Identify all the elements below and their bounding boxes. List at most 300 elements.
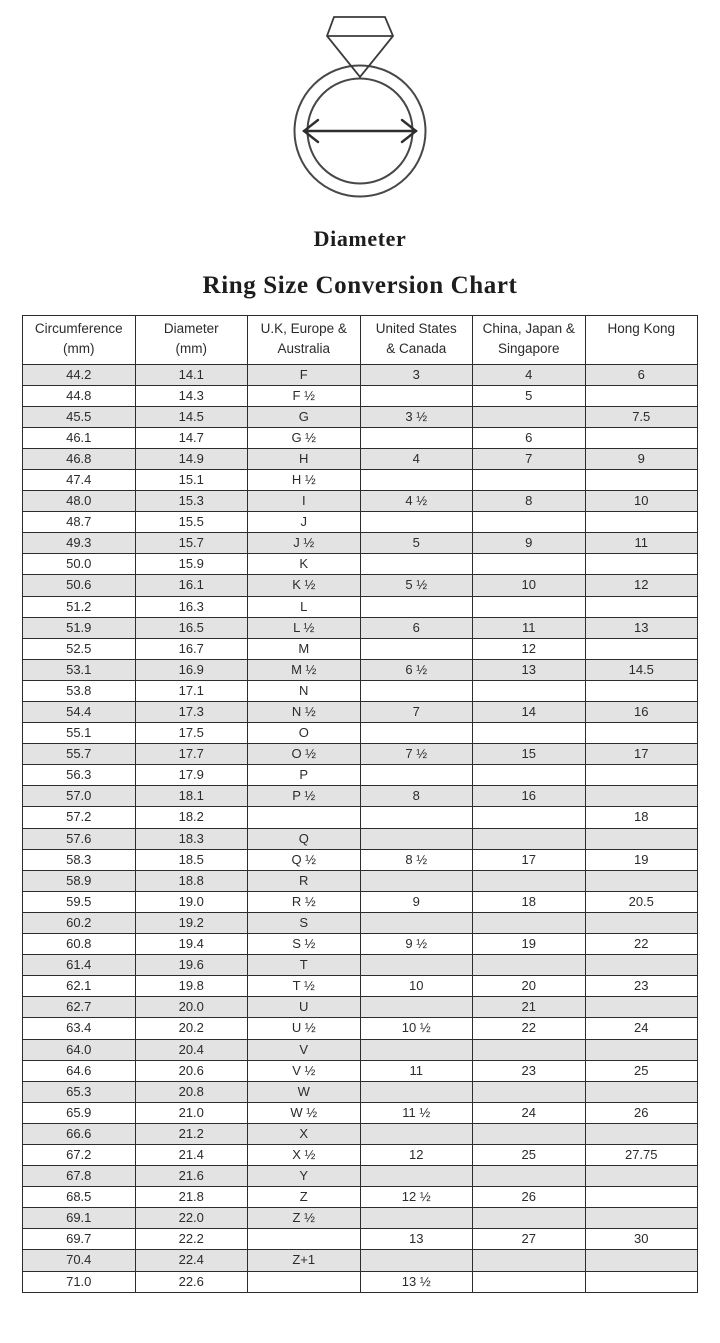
cell-china-japan-singapore: 26 — [473, 1187, 586, 1208]
cell-circumference-mm: 55.7 — [23, 744, 136, 765]
cell-uk-europe-australia — [248, 807, 361, 828]
column-header-line1: China, Japan & — [482, 321, 575, 336]
cell-diameter-mm: 17.5 — [135, 723, 248, 744]
cell-china-japan-singapore: 23 — [473, 1060, 586, 1081]
cell-hong-kong — [585, 469, 698, 490]
table-row — [23, 1102, 698, 1123]
cell-uk-europe-australia: L ½ — [248, 617, 361, 638]
cell-diameter-mm: 20.6 — [135, 1060, 248, 1081]
cell-diameter-mm: 21.2 — [135, 1123, 248, 1144]
diamond-ring-icon — [244, 14, 476, 212]
cell-china-japan-singapore — [473, 723, 586, 744]
cell-hong-kong — [585, 723, 698, 744]
column-header-diameter-mm — [135, 316, 248, 365]
cell-circumference-mm: 57.2 — [23, 807, 136, 828]
cell-hong-kong: 11 — [585, 533, 698, 554]
cell-hong-kong — [585, 512, 698, 533]
cell-uk-europe-australia: K — [248, 554, 361, 575]
table-row — [23, 1229, 698, 1250]
cell-hong-kong — [585, 912, 698, 933]
cell-uk-europe-australia: T ½ — [248, 976, 361, 997]
table-row — [23, 1081, 698, 1102]
table-row — [23, 997, 698, 1018]
cell-hong-kong: 7.5 — [585, 406, 698, 427]
cell-diameter-mm: 16.7 — [135, 638, 248, 659]
cell-china-japan-singapore — [473, 828, 586, 849]
table-row — [23, 1250, 698, 1271]
cell-united-states-canada: 6 — [360, 617, 473, 638]
cell-diameter-mm: 14.5 — [135, 406, 248, 427]
cell-united-states-canada: 8 — [360, 786, 473, 807]
table-row — [23, 765, 698, 786]
cell-circumference-mm: 53.1 — [23, 659, 136, 680]
cell-diameter-mm: 18.1 — [135, 786, 248, 807]
cell-circumference-mm: 69.7 — [23, 1229, 136, 1250]
cell-china-japan-singapore: 18 — [473, 891, 586, 912]
cell-circumference-mm: 68.5 — [23, 1187, 136, 1208]
cell-circumference-mm: 58.9 — [23, 870, 136, 891]
table-row — [23, 364, 698, 385]
cell-hong-kong — [585, 554, 698, 575]
table-row — [23, 596, 698, 617]
cell-uk-europe-australia: T — [248, 955, 361, 976]
cell-united-states-canada — [360, 828, 473, 849]
cell-diameter-mm: 22.2 — [135, 1229, 248, 1250]
cell-uk-europe-australia: M — [248, 638, 361, 659]
cell-hong-kong — [585, 1271, 698, 1292]
cell-diameter-mm: 20.2 — [135, 1018, 248, 1039]
cell-diameter-mm: 16.5 — [135, 617, 248, 638]
cell-circumference-mm: 48.0 — [23, 491, 136, 512]
column-header-line1: United States — [375, 321, 457, 336]
cell-united-states-canada — [360, 870, 473, 891]
cell-diameter-mm: 19.2 — [135, 912, 248, 933]
cell-uk-europe-australia: I — [248, 491, 361, 512]
cell-united-states-canada — [360, 1166, 473, 1187]
cell-china-japan-singapore — [473, 1271, 586, 1292]
column-header-hong-kong — [585, 316, 698, 365]
table-row — [23, 1208, 698, 1229]
cell-hong-kong: 12 — [585, 575, 698, 596]
cell-diameter-mm: 20.0 — [135, 997, 248, 1018]
cell-uk-europe-australia: Z+1 — [248, 1250, 361, 1271]
cell-united-states-canada — [360, 807, 473, 828]
cell-circumference-mm: 62.7 — [23, 997, 136, 1018]
cell-uk-europe-australia: X — [248, 1123, 361, 1144]
cell-china-japan-singapore: 6 — [473, 427, 586, 448]
cell-circumference-mm: 49.3 — [23, 533, 136, 554]
cell-uk-europe-australia: H — [248, 448, 361, 469]
cell-hong-kong — [585, 1039, 698, 1060]
cell-united-states-canada: 4 ½ — [360, 491, 473, 512]
table-row — [23, 554, 698, 575]
cell-diameter-mm: 19.4 — [135, 934, 248, 955]
cell-united-states-canada — [360, 596, 473, 617]
cell-hong-kong: 24 — [585, 1018, 698, 1039]
cell-china-japan-singapore — [473, 765, 586, 786]
cell-uk-europe-australia: R — [248, 870, 361, 891]
cell-china-japan-singapore: 17 — [473, 849, 586, 870]
cell-uk-europe-australia: K ½ — [248, 575, 361, 596]
cell-united-states-canada — [360, 554, 473, 575]
cell-china-japan-singapore — [473, 680, 586, 701]
cell-uk-europe-australia: U ½ — [248, 1018, 361, 1039]
column-header-line2: (mm) — [63, 341, 95, 357]
table-row — [23, 638, 698, 659]
cell-united-states-canada — [360, 427, 473, 448]
cell-circumference-mm: 51.9 — [23, 617, 136, 638]
cell-uk-europe-australia: Q — [248, 828, 361, 849]
cell-circumference-mm: 44.2 — [23, 364, 136, 385]
cell-china-japan-singapore: 27 — [473, 1229, 586, 1250]
cell-hong-kong — [585, 997, 698, 1018]
cell-circumference-mm: 44.8 — [23, 385, 136, 406]
cell-china-japan-singapore: 16 — [473, 786, 586, 807]
table-row — [23, 744, 698, 765]
table-row — [23, 912, 698, 933]
cell-uk-europe-australia: U — [248, 997, 361, 1018]
cell-uk-europe-australia — [248, 1271, 361, 1292]
column-header-line2: & Canada — [386, 341, 447, 357]
cell-united-states-canada: 10 ½ — [360, 1018, 473, 1039]
cell-circumference-mm: 60.8 — [23, 934, 136, 955]
cell-china-japan-singapore — [473, 955, 586, 976]
cell-circumference-mm: 67.8 — [23, 1166, 136, 1187]
cell-united-states-canada: 4 — [360, 448, 473, 469]
cell-uk-europe-australia: F ½ — [248, 385, 361, 406]
table-row — [23, 469, 698, 490]
cell-united-states-canada: 13 ½ — [360, 1271, 473, 1292]
cell-united-states-canada: 7 — [360, 702, 473, 723]
table-row — [23, 1166, 698, 1187]
cell-circumference-mm: 50.0 — [23, 554, 136, 575]
cell-hong-kong — [585, 1123, 698, 1144]
cell-diameter-mm: 17.7 — [135, 744, 248, 765]
table-row — [23, 1271, 698, 1292]
cell-hong-kong — [585, 1187, 698, 1208]
cell-uk-europe-australia: N ½ — [248, 702, 361, 723]
cell-china-japan-singapore — [473, 406, 586, 427]
cell-hong-kong: 19 — [585, 849, 698, 870]
cell-china-japan-singapore: 7 — [473, 448, 586, 469]
table-row — [23, 1144, 698, 1165]
cell-circumference-mm: 57.0 — [23, 786, 136, 807]
cell-uk-europe-australia: Z ½ — [248, 1208, 361, 1229]
cell-china-japan-singapore: 12 — [473, 638, 586, 659]
table-row — [23, 702, 698, 723]
cell-circumference-mm: 66.6 — [23, 1123, 136, 1144]
column-header-line2: Singapore — [497, 341, 560, 357]
cell-circumference-mm: 62.1 — [23, 976, 136, 997]
cell-united-states-canada — [360, 1208, 473, 1229]
cell-circumference-mm: 64.6 — [23, 1060, 136, 1081]
table-row — [23, 512, 698, 533]
diamond-icon — [327, 17, 393, 77]
cell-united-states-canada — [360, 385, 473, 406]
cell-hong-kong — [585, 1208, 698, 1229]
cell-china-japan-singapore: 10 — [473, 575, 586, 596]
cell-diameter-mm: 14.7 — [135, 427, 248, 448]
cell-china-japan-singapore: 8 — [473, 491, 586, 512]
table-row — [23, 870, 698, 891]
cell-circumference-mm: 55.1 — [23, 723, 136, 744]
cell-circumference-mm: 48.7 — [23, 512, 136, 533]
cell-hong-kong — [585, 596, 698, 617]
cell-diameter-mm: 22.0 — [135, 1208, 248, 1229]
cell-circumference-mm: 46.1 — [23, 427, 136, 448]
cell-uk-europe-australia: G ½ — [248, 427, 361, 448]
cell-china-japan-singapore: 19 — [473, 934, 586, 955]
cell-circumference-mm: 60.2 — [23, 912, 136, 933]
cell-hong-kong: 25 — [585, 1060, 698, 1081]
cell-united-states-canada — [360, 1250, 473, 1271]
table-row — [23, 828, 698, 849]
cell-diameter-mm: 17.9 — [135, 765, 248, 786]
cell-united-states-canada: 9 — [360, 891, 473, 912]
cell-hong-kong — [585, 870, 698, 891]
cell-diameter-mm: 21.6 — [135, 1166, 248, 1187]
table-row — [23, 976, 698, 997]
cell-hong-kong — [585, 828, 698, 849]
cell-hong-kong — [585, 385, 698, 406]
table-row — [23, 1039, 698, 1060]
cell-china-japan-singapore — [473, 1081, 586, 1102]
cell-diameter-mm: 19.8 — [135, 976, 248, 997]
cell-diameter-mm: 19.0 — [135, 891, 248, 912]
cell-uk-europe-australia: L — [248, 596, 361, 617]
cell-hong-kong: 22 — [585, 934, 698, 955]
cell-united-states-canada: 7 ½ — [360, 744, 473, 765]
cell-diameter-mm: 15.7 — [135, 533, 248, 554]
cell-circumference-mm: 56.3 — [23, 765, 136, 786]
cell-diameter-mm: 18.8 — [135, 870, 248, 891]
cell-uk-europe-australia: M ½ — [248, 659, 361, 680]
column-header-circumference-mm — [23, 316, 136, 365]
cell-hong-kong: 9 — [585, 448, 698, 469]
cell-circumference-mm: 53.8 — [23, 680, 136, 701]
cell-china-japan-singapore — [473, 1123, 586, 1144]
cell-circumference-mm: 65.9 — [23, 1102, 136, 1123]
column-header-line1: Circumference — [34, 321, 123, 336]
cell-diameter-mm: 15.9 — [135, 554, 248, 575]
cell-diameter-mm: 20.4 — [135, 1039, 248, 1060]
cell-diameter-mm: 22.6 — [135, 1271, 248, 1292]
cell-circumference-mm: 70.4 — [23, 1250, 136, 1271]
column-header-united-states-canada — [360, 316, 473, 365]
cell-hong-kong: 27.75 — [585, 1144, 698, 1165]
cell-diameter-mm: 14.3 — [135, 385, 248, 406]
cell-uk-europe-australia: W — [248, 1081, 361, 1102]
cell-china-japan-singapore — [473, 1166, 586, 1187]
cell-china-japan-singapore: 13 — [473, 659, 586, 680]
column-header-china-japan-singapore — [473, 316, 586, 365]
cell-circumference-mm: 51.2 — [23, 596, 136, 617]
cell-united-states-canada: 6 ½ — [360, 659, 473, 680]
table-row — [23, 575, 698, 596]
cell-hong-kong: 10 — [585, 491, 698, 512]
cell-china-japan-singapore: 9 — [473, 533, 586, 554]
cell-diameter-mm: 16.1 — [135, 575, 248, 596]
cell-circumference-mm: 54.4 — [23, 702, 136, 723]
cell-diameter-mm: 18.3 — [135, 828, 248, 849]
cell-uk-europe-australia: S ½ — [248, 934, 361, 955]
cell-diameter-mm: 17.3 — [135, 702, 248, 723]
cell-diameter-mm: 18.5 — [135, 849, 248, 870]
table-row — [23, 680, 698, 701]
figure-label: Diameter — [313, 226, 407, 251]
table-row — [23, 934, 698, 955]
table-row — [23, 786, 698, 807]
cell-united-states-canada — [360, 680, 473, 701]
cell-hong-kong — [585, 1166, 698, 1187]
cell-hong-kong: 23 — [585, 976, 698, 997]
cell-uk-europe-australia: J ½ — [248, 533, 361, 554]
cell-circumference-mm: 59.5 — [23, 891, 136, 912]
cell-diameter-mm: 21.8 — [135, 1187, 248, 1208]
cell-uk-europe-australia: Q ½ — [248, 849, 361, 870]
table-row — [23, 1187, 698, 1208]
cell-china-japan-singapore — [473, 807, 586, 828]
column-header-uk-europe-australia — [248, 316, 361, 365]
cell-united-states-canada — [360, 723, 473, 744]
cell-uk-europe-australia: O — [248, 723, 361, 744]
cell-hong-kong: 26 — [585, 1102, 698, 1123]
cell-united-states-canada: 11 ½ — [360, 1102, 473, 1123]
cell-hong-kong — [585, 680, 698, 701]
cell-united-states-canada — [360, 997, 473, 1018]
cell-hong-kong: 18 — [585, 807, 698, 828]
cell-diameter-mm: 20.8 — [135, 1081, 248, 1102]
cell-china-japan-singapore: 20 — [473, 976, 586, 997]
cell-united-states-canada — [360, 1081, 473, 1102]
cell-circumference-mm: 65.3 — [23, 1081, 136, 1102]
cell-china-japan-singapore: 22 — [473, 1018, 586, 1039]
cell-uk-europe-australia: P ½ — [248, 786, 361, 807]
cell-circumference-mm: 52.5 — [23, 638, 136, 659]
cell-hong-kong — [585, 765, 698, 786]
cell-china-japan-singapore — [473, 512, 586, 533]
table-row — [23, 891, 698, 912]
column-header-line2: Australia — [277, 341, 331, 357]
cell-diameter-mm: 21.4 — [135, 1144, 248, 1165]
cell-diameter-mm: 14.9 — [135, 448, 248, 469]
ring-diagram — [0, 14, 720, 212]
cell-hong-kong — [585, 1081, 698, 1102]
cell-diameter-mm: 14.1 — [135, 364, 248, 385]
cell-united-states-canada — [360, 765, 473, 786]
cell-hong-kong — [585, 1250, 698, 1271]
cell-diameter-mm: 16.3 — [135, 596, 248, 617]
cell-circumference-mm: 67.2 — [23, 1144, 136, 1165]
table-header — [23, 316, 698, 365]
cell-united-states-canada — [360, 512, 473, 533]
cell-uk-europe-australia: S — [248, 912, 361, 933]
cell-china-japan-singapore — [473, 912, 586, 933]
cell-hong-kong: 16 — [585, 702, 698, 723]
cell-china-japan-singapore: 24 — [473, 1102, 586, 1123]
cell-hong-kong: 14.5 — [585, 659, 698, 680]
cell-china-japan-singapore — [473, 596, 586, 617]
table-row — [23, 659, 698, 680]
cell-uk-europe-australia: N — [248, 680, 361, 701]
cell-united-states-canada — [360, 912, 473, 933]
cell-united-states-canada: 3 ½ — [360, 406, 473, 427]
cell-circumference-mm: 58.3 — [23, 849, 136, 870]
cell-china-japan-singapore: 14 — [473, 702, 586, 723]
cell-circumference-mm: 69.1 — [23, 1208, 136, 1229]
cell-uk-europe-australia: W ½ — [248, 1102, 361, 1123]
cell-china-japan-singapore: 4 — [473, 364, 586, 385]
cell-united-states-canada: 10 — [360, 976, 473, 997]
cell-circumference-mm: 61.4 — [23, 955, 136, 976]
cell-china-japan-singapore — [473, 469, 586, 490]
cell-united-states-canada: 5 — [360, 533, 473, 554]
cell-circumference-mm: 50.6 — [23, 575, 136, 596]
cell-united-states-canada — [360, 469, 473, 490]
cell-china-japan-singapore — [473, 1250, 586, 1271]
cell-china-japan-singapore: 25 — [473, 1144, 586, 1165]
cell-united-states-canada: 8 ½ — [360, 849, 473, 870]
cell-uk-europe-australia: V — [248, 1039, 361, 1060]
cell-united-states-canada: 11 — [360, 1060, 473, 1081]
table-header-row — [23, 316, 698, 365]
cell-uk-europe-australia: R ½ — [248, 891, 361, 912]
cell-united-states-canada: 3 — [360, 364, 473, 385]
ring-size-conversion-table — [22, 315, 698, 1293]
cell-circumference-mm: 45.5 — [23, 406, 136, 427]
cell-hong-kong: 30 — [585, 1229, 698, 1250]
cell-china-japan-singapore — [473, 870, 586, 891]
cell-china-japan-singapore: 21 — [473, 997, 586, 1018]
cell-united-states-canada: 13 — [360, 1229, 473, 1250]
cell-uk-europe-australia: G — [248, 406, 361, 427]
cell-uk-europe-australia: Y — [248, 1166, 361, 1187]
cell-china-japan-singapore — [473, 554, 586, 575]
page-title: Ring Size Conversion Chart — [202, 272, 518, 299]
cell-united-states-canada: 12 ½ — [360, 1187, 473, 1208]
cell-diameter-mm: 15.5 — [135, 512, 248, 533]
cell-diameter-mm: 21.0 — [135, 1102, 248, 1123]
cell-diameter-mm: 16.9 — [135, 659, 248, 680]
table-row — [23, 533, 698, 554]
cell-circumference-mm: 64.0 — [23, 1039, 136, 1060]
cell-diameter-mm: 17.1 — [135, 680, 248, 701]
cell-hong-kong: 17 — [585, 744, 698, 765]
cell-china-japan-singapore — [473, 1039, 586, 1060]
cell-uk-europe-australia: P — [248, 765, 361, 786]
cell-uk-europe-australia: J — [248, 512, 361, 533]
table-row — [23, 406, 698, 427]
cell-united-states-canada: 5 ½ — [360, 575, 473, 596]
cell-united-states-canada — [360, 1123, 473, 1144]
cell-united-states-canada — [360, 1039, 473, 1060]
table-body — [23, 364, 698, 1292]
column-header-line2: (mm) — [175, 341, 207, 357]
table-row — [23, 491, 698, 512]
cell-circumference-mm: 57.6 — [23, 828, 136, 849]
cell-hong-kong — [585, 427, 698, 448]
cell-uk-europe-australia: H ½ — [248, 469, 361, 490]
table-row — [23, 617, 698, 638]
cell-united-states-canada: 9 ½ — [360, 934, 473, 955]
table-row — [23, 1060, 698, 1081]
table-row — [23, 723, 698, 744]
column-header-line1: U.K, Europe & — [260, 321, 347, 336]
cell-diameter-mm: 15.3 — [135, 491, 248, 512]
table-row — [23, 807, 698, 828]
column-header-line1: Hong Kong — [607, 321, 676, 336]
cell-uk-europe-australia: F — [248, 364, 361, 385]
